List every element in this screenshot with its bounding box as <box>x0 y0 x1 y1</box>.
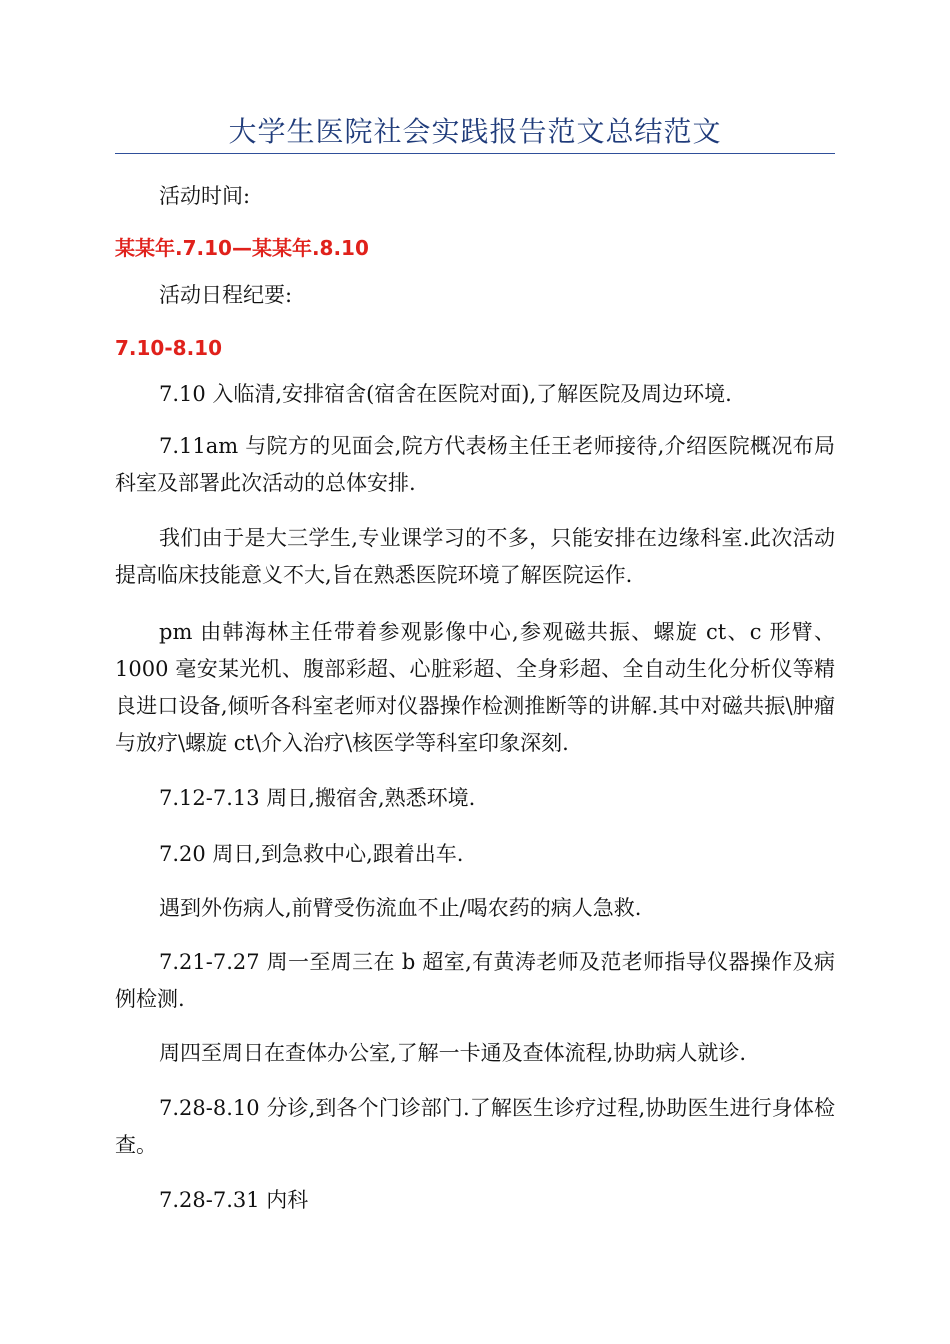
activity-time-value: 某某年.7.10—某某年.8.10 <box>115 236 369 260</box>
paragraph: 7.12-7.13 周日,搬宿舍,熟悉环境. <box>159 786 476 810</box>
paragraph: 遇到外伤病人,前臂受伤流血不止/喝农药的病人急救. <box>159 896 642 920</box>
paragraph: 我们由于是大三学生,专业课学习的不多，只能安排在边缘科室.此次活动提高临床技能意义不大,旨在熟悉医院环境了解医院运作. <box>115 526 835 587</box>
paragraph: 7.21-7.27 周一至周三在 b 超室,有黄涛老师及范老师指导仪器操作及病例检测. <box>115 950 835 1011</box>
paragraph: 周四至周日在查体办公室,了解一卡通及查体流程,协助病人就诊. <box>159 1041 747 1065</box>
paragraph: 7.11am 与院方的见面会,院方代表杨主任王老师接待,介绍医院概况布局科室及部署此次活动的总体安排. <box>115 434 835 495</box>
paragraph: 7.28-8.10 分诊,到各个门诊部门.了解医生诊疗过程,协助医生进行身体检查。 <box>115 1096 835 1157</box>
paragraph: 7.10 入临清,安排宿舍(宿舍在医院对面),了解医院及周边环境. <box>159 382 732 406</box>
schedule-range: 7.10-8.10 <box>115 336 222 360</box>
title-underline <box>115 153 835 154</box>
activity-time-label: 活动时间: <box>159 184 251 208</box>
paragraph: pm 由韩海林主任带着参观影像中心,参观磁共振、螺旋 ct、c 形臂、1000 毫安某光机、腹部彩超、心脏彩超、全身彩超、全自动生化分析仪等精良进口设备,倾听各科室老师对仪器操作检测推断等的讲解.其中对磁共振\肿瘤与放疗\螺旋 ct\介入治疗\核医学等科室印象深刻. <box>115 620 835 755</box>
paragraph: 7.28-7.31 内科 <box>159 1188 309 1212</box>
document-title: 大学生医院社会实践报告范文总结范文 <box>228 115 722 148</box>
paragraph: 7.20 周日,到急救中心,跟着出车. <box>159 842 464 866</box>
schedule-label: 活动日程纪要: <box>159 283 293 307</box>
